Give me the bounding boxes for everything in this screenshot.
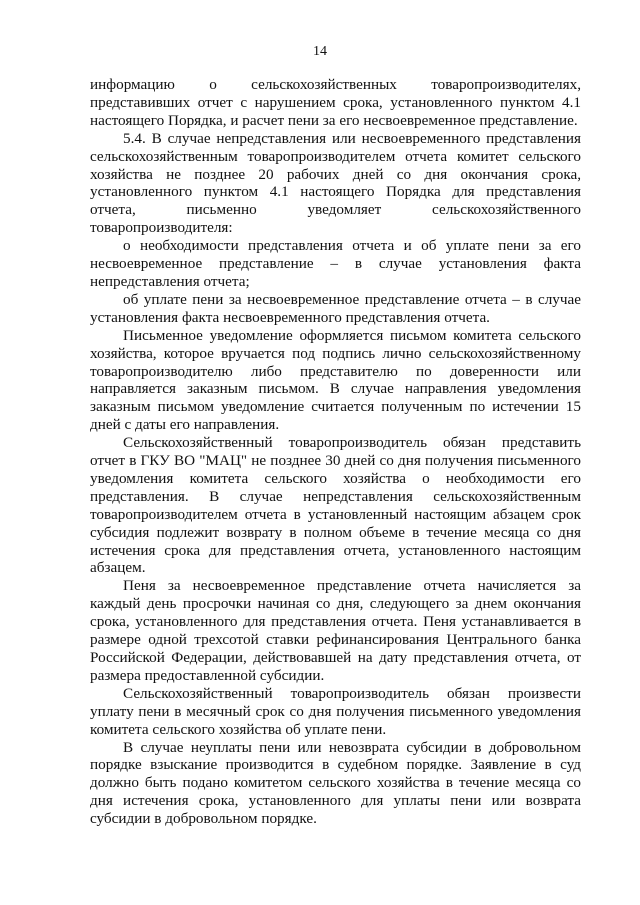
paragraph-penalty-payment: Сельскохозяйственный товаропроизводитель обязан произвести уплату пени в месячный срок со дня получения письменного уведомления комитета сельского хозяйства об уплате пени. bbox=[90, 684, 581, 738]
page-number: 14 bbox=[313, 44, 327, 59]
paragraph-list-item-2: об уплате пени за несвоевременное представление отчета – в случае установления факта несвоевременного представления отчета. bbox=[90, 290, 581, 326]
document-body bbox=[90, 76, 581, 828]
paragraph-notification: Письменное уведомление оформляется письмом комитета сельского хозяйства, которое вручается под подпись лично сельскохозяйственному товаропроизводителю либо представителю по доверенности или направляется заказным письмом. В случае направления уведомления заказным письмом уведомление считается полученным по истечении 15 дней с даты его направления. bbox=[90, 326, 581, 434]
paragraph-report-obligation: Сельскохозяйственный товаропроизводитель обязан представить отчет в ГКУ ВО "МАЦ" не позднее 30 дней со дня получения письменного уведомления комитета сельского хозяйства о необходимости его представления. В случае непредставления сельскохозяйственным товаропроизводителем отчета в установленный настоящим абзацем срок субсидия подлежит возврату в полном объеме в течение месяца со дня истечения срока для представления отчета, установленного настоящим абзацем. bbox=[90, 434, 581, 577]
paragraph-clause-5-4: 5.4. В случае непредставления или несвоевременного представления сельскохозяйственным товаропроизводителем отчета комитет сельского хозяйства не позднее 20 рабочих дней со дня окончания срока, установленного пунктом 4.1 настоящего Порядка для представления отчета, письменно уведомляет сельскохозяйственного товаропроизводителя: bbox=[90, 129, 581, 237]
paragraph-list-item-1: о необходимости представления отчета и об уплате пени за его несвоевременное представление – в случае установления факта непредставления отчета; bbox=[90, 237, 581, 290]
paragraph-penalty: Пеня за несвоевременное представление отчета начисляется за каждый день просрочки начиная со дня, следующего за днем окончания срока, установленного для представления отчета. Пеня устанавливается в размере одной трехсотой ставки рефинансирования Центрального банка Российской Федерации, действовавшей на дату представления отчета, от размера предоставленной субсидии. bbox=[90, 577, 581, 684]
paragraph-court-recovery: В случае неуплаты пени или невозврата субсидии в добровольном порядке взыскание производится в судебном порядке. Заявление в суд должно быть подано комитетом сельского хозяйства в течение месяца со дня истечения срока, установленного для уплаты пени или возврата субсидии в добровольном порядке. bbox=[90, 738, 581, 828]
paragraph-continuation: информацию о сельскохозяйственных товаропроизводителях, представивших отчет с нарушением срока, установленного пунктом 4.1 настоящего Порядка, и расчет пени за его несвоевременное представление. bbox=[90, 76, 581, 129]
